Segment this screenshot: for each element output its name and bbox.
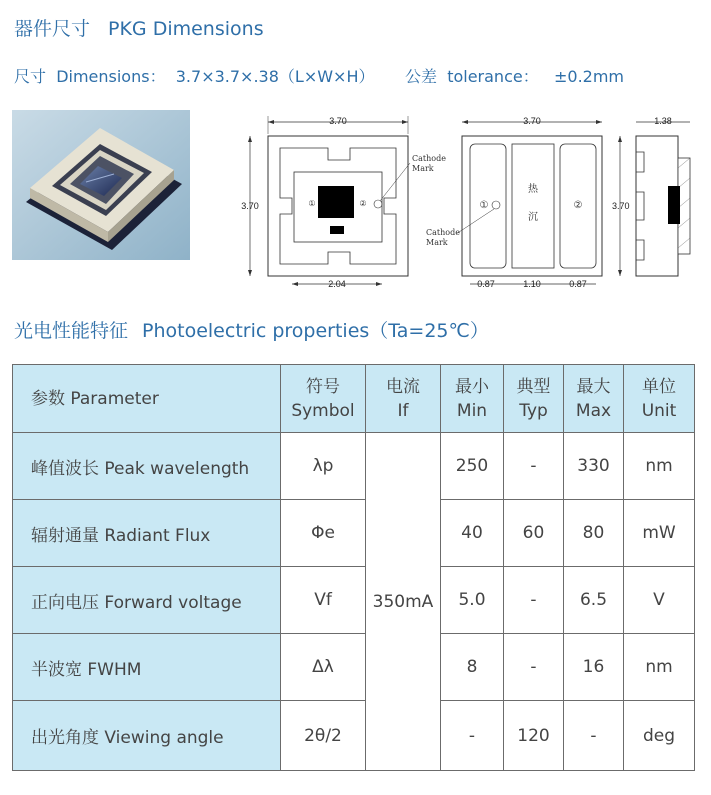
front-pin1: ①	[308, 199, 316, 208]
spec-table	[12, 364, 695, 771]
row-typ: 60	[504, 500, 564, 567]
photo-title-cn: 光电性能特征	[14, 320, 129, 342]
table-row	[13, 701, 695, 771]
row-symbol: λp	[281, 433, 366, 500]
dimension-drawings	[230, 108, 710, 298]
back-width-label: 3.70	[523, 116, 541, 126]
back-view	[426, 116, 630, 289]
front-height-label: 3.70	[241, 201, 259, 211]
row-parameter: 半波宽 FWHM	[13, 634, 281, 701]
header-max: 最大 Max	[564, 365, 624, 433]
header-symbol: 符号 Symbol	[281, 365, 366, 433]
seg-mid-label: 1.10	[523, 279, 541, 289]
tol-label-cn: 公差	[405, 67, 438, 86]
cathode-label-top: Cathode	[412, 154, 446, 163]
heat-sink-char-2: 沉	[528, 212, 538, 223]
row-unit: nm	[624, 634, 695, 701]
row-parameter: 出光角度 Viewing angle	[13, 701, 281, 771]
row-unit: nm	[624, 433, 695, 500]
row-min: 8	[441, 634, 504, 701]
pkg-title-en: PKG Dimensions	[108, 18, 264, 40]
row-symbol: Vf	[281, 567, 366, 634]
row-min: 40	[441, 500, 504, 567]
heat-sink-char-1: 热	[528, 184, 538, 195]
row-parameter: 辐射通量 Radiant Flux	[13, 500, 281, 567]
row-symbol: Φe	[281, 500, 366, 567]
dimensions-line	[14, 64, 624, 87]
table-row	[13, 634, 695, 701]
cathode-label-bottom: Cathode	[426, 228, 460, 237]
row-max: 80	[564, 500, 624, 567]
seg-left-label: 0.87	[477, 279, 495, 289]
row-unit: mW	[624, 500, 695, 567]
pkg-dimensions-heading	[14, 14, 264, 41]
row-parameter: 峰值波长 Peak wavelength	[13, 433, 281, 500]
tol-label-en: tolerance：	[447, 67, 539, 86]
mark-label-bottom: Mark	[426, 238, 448, 247]
row-symbol: 2θ/2	[281, 701, 366, 771]
photo-title-en: Photoelectric properties（Ta=25℃）	[142, 320, 489, 342]
back-height-label: 3.70	[612, 201, 630, 211]
row-unit: V	[624, 567, 695, 634]
table-row	[13, 433, 695, 500]
pkg-title-cn: 器件尺寸	[14, 18, 91, 40]
front-view	[241, 116, 446, 289]
row-max: 6.5	[564, 567, 624, 634]
header-typ: 典型 Typ	[504, 365, 564, 433]
row-unit: deg	[624, 701, 695, 771]
row-symbol: Δλ	[281, 634, 366, 701]
led-package-photo	[12, 110, 190, 260]
back-pin2: ②	[573, 200, 583, 211]
header-unit: 单位 Unit	[624, 365, 695, 433]
row-min: 5.0	[441, 567, 504, 634]
dim-value: 3.7×3.7×.38（L×W×H）	[175, 67, 375, 86]
side-view	[636, 116, 690, 276]
row-typ: -	[504, 567, 564, 634]
side-depth-label: 1.38	[654, 116, 672, 126]
pad-width-label: 2.04	[328, 279, 346, 289]
header-min: 最小 Min	[441, 365, 504, 433]
back-pin1: ①	[479, 200, 489, 211]
photoelectric-heading	[14, 316, 489, 343]
front-width-label: 3.70	[329, 116, 347, 126]
row-typ: 120	[504, 701, 564, 771]
header-current: 电流 If	[366, 365, 441, 433]
row-min: 250	[441, 433, 504, 500]
row-max: 330	[564, 433, 624, 500]
current-value: 350mA	[366, 433, 441, 771]
dim-label-en: Dimensions：	[56, 67, 166, 86]
mark-label-top: Mark	[412, 164, 434, 173]
header-parameter: 参数 Parameter	[13, 365, 281, 433]
front-pin2: ②	[359, 199, 367, 208]
table-row	[13, 500, 695, 567]
seg-right-label: 0.87	[569, 279, 587, 289]
row-min: -	[441, 701, 504, 771]
row-max: 16	[564, 634, 624, 701]
row-parameter: 正向电压 Forward voltage	[13, 567, 281, 634]
row-typ: -	[504, 433, 564, 500]
dim-label-cn: 尺寸	[14, 67, 47, 86]
table-header-row	[13, 365, 695, 433]
table-row	[13, 567, 695, 634]
tol-value: ±0.2mm	[553, 67, 625, 86]
row-max: -	[564, 701, 624, 771]
row-typ: -	[504, 634, 564, 701]
